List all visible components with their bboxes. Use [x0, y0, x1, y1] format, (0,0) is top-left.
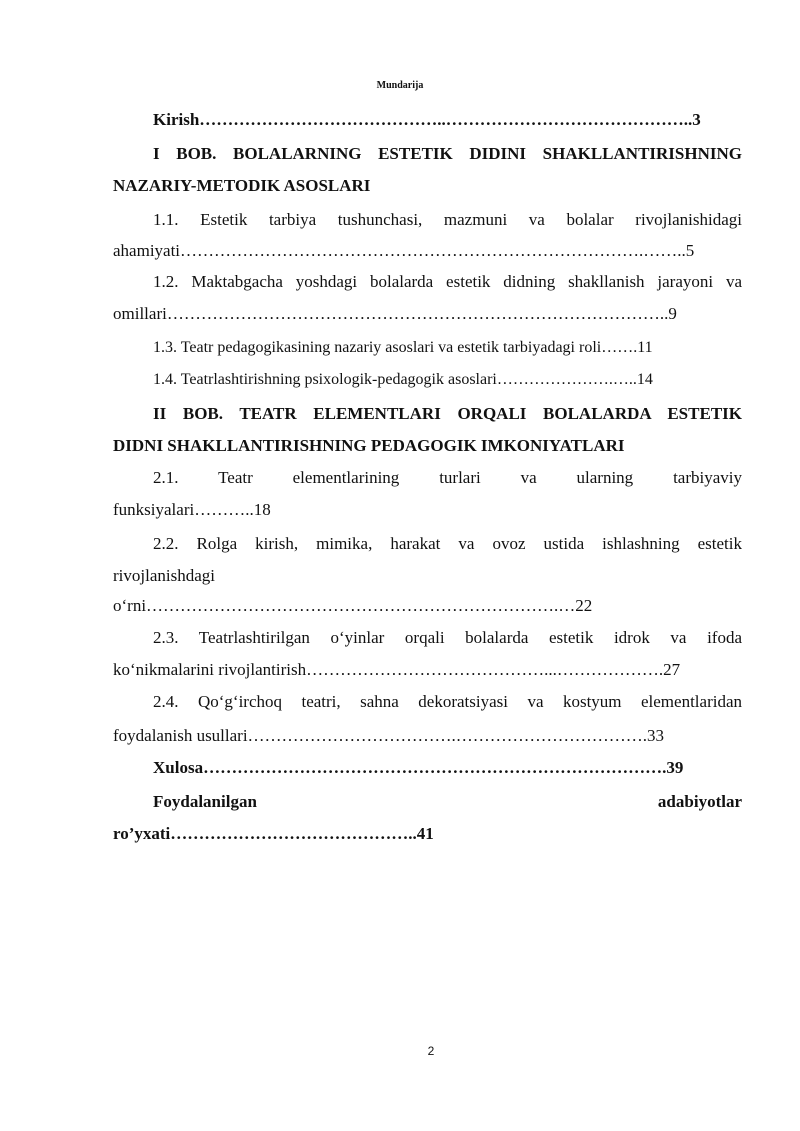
- toc-chapter-1-line-2: NAZARIY-METODIK ASOSLARI: [113, 176, 371, 195]
- toc-entry-2-2-line-2: rivojlanishdagi: [113, 566, 215, 585]
- toc-entry-xulosa: Xulosa……………………………………………………………………….39: [153, 758, 684, 777]
- toc-entry-1-4: 1.4. Teatrlashtirishning psixologik-pedagogik asoslari………………….…..14: [153, 371, 653, 388]
- toc-entry-2-1-line-1: 2.1. Teatr elementlarining turlari va ularning tarbiyaviy: [153, 468, 742, 487]
- toc-chapter-1-line-1: I BOB. BOLALARNING ESTETIK DIDINI SHAKLLANTIRISHNING: [153, 144, 742, 163]
- toc-entry-2-1-line-2: funksiyalari………..18: [113, 500, 271, 519]
- toc-entry-1-1-line-1: 1.1. Estetik tarbiya tushunchasi, mazmuni va bolalar rivojlanishidagi: [153, 210, 742, 229]
- toc-entry-2-2-line-1: 2.2. Rolga kirish, mimika, harakat va ovoz ustida ishlashning estetik: [153, 534, 742, 553]
- toc-entry-2-4-line-1: 2.4. Qo‘g‘irchoq teatri, sahna dekoratsiyasi va kostyum elementlaridan: [153, 692, 742, 711]
- toc-entry-2-2-line-3: o‘rni……………………………………………………………….…22: [113, 596, 593, 615]
- toc-chapter-2-line-2: DIDNI SHAKLLANTIRISHNING PEDAGOGIK IMKONIYATLARI: [113, 436, 625, 455]
- toc-title: Mundarija: [376, 80, 424, 91]
- toc-entry-2-3-line-2: ko‘nikmalarini rivojlantirish……………………………………...……………….27: [113, 660, 681, 679]
- toc-entry-1-2-line-1: 1.2. Maktabgacha yoshdagi bolalarda estetik didning shakllanish jarayoni va: [153, 272, 742, 291]
- toc-entry-references-line-2: ro’yxati……………………………………..41: [113, 824, 434, 843]
- page-number: 2: [427, 1044, 435, 1058]
- toc-chapter-2-line-1: II BOB. TEATR ELEMENTLARI ORQALI BOLALARDA ESTETIK: [153, 404, 742, 423]
- toc-entry-2-3-line-1: 2.3. Teatrlashtirilgan o‘yinlar orqali bolalarda estetik idrok va ifoda: [153, 628, 742, 647]
- toc-entry-kirish: Kirish……………………………………..……………………………………..3: [153, 110, 701, 129]
- toc-entry-1-1-line-2: ahamiyati……………………………………………………………………….……..5: [113, 241, 695, 260]
- toc-entry-2-4-line-2: foydalanish usullari……………………………….…………………………….33: [113, 726, 665, 745]
- toc-entry-references-line-1: Foydalanilgan adabiyotlar: [153, 792, 742, 811]
- toc-entry-1-2-line-2: omillari……………………………………………………………………………..9: [113, 304, 677, 323]
- toc-entry-1-3: 1.3. Teatr pedagogikasining nazariy asoslari va estetik tarbiyadagi roli…….11: [153, 339, 653, 356]
